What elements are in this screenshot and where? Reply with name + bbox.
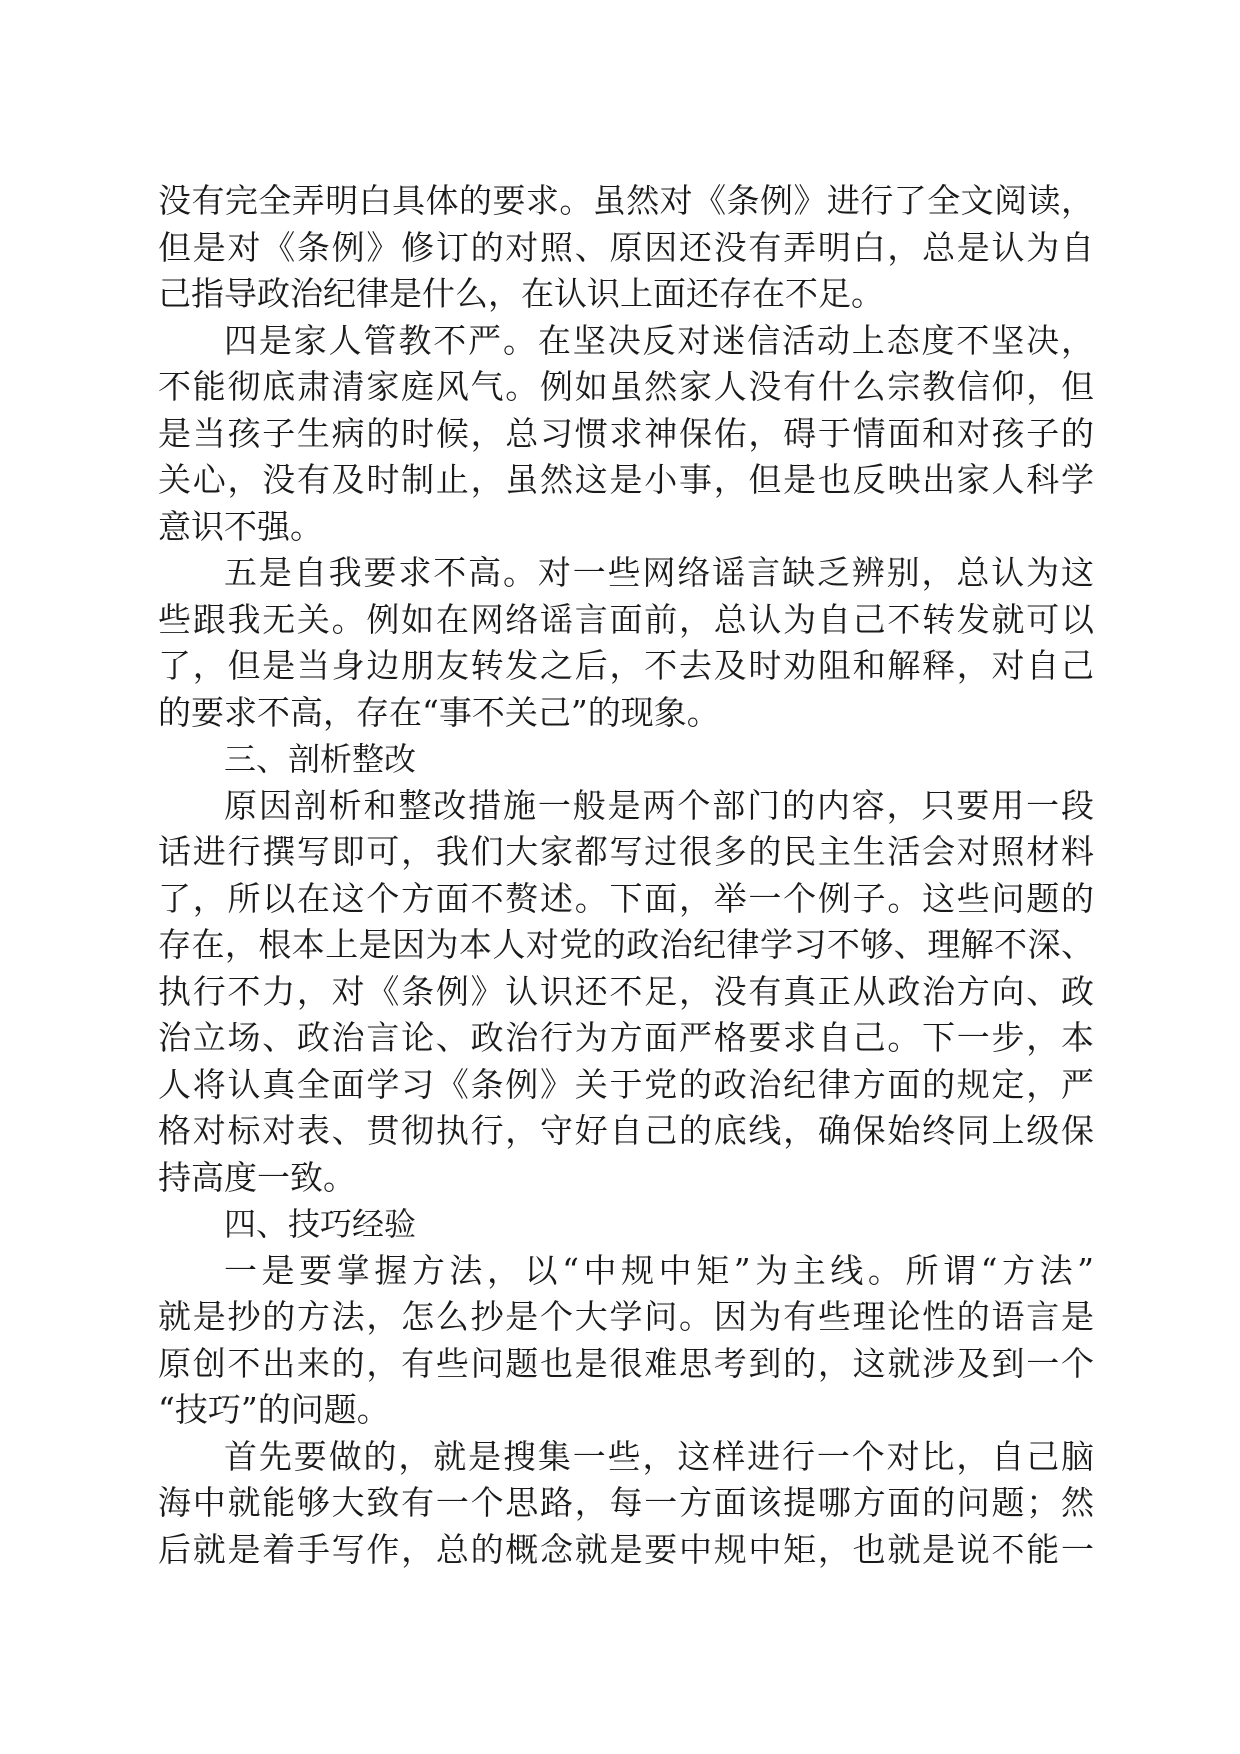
- paragraph-line: 格对标对表、贯彻执行，守好自己的底线，确保始终同上级保: [158, 1111, 1094, 1150]
- paragraph-line: 持高度一致。: [158, 1157, 356, 1197]
- paragraph-line: 原创不出来的，有些问题也是很难思考到的，这就涉及到一个: [158, 1343, 1094, 1383]
- paragraph-line: 四是家人管教不严。在坚决反对迷信活动上态度不坚决，: [224, 320, 1094, 360]
- paragraph-line: 后就是着手写作，总的概念就是要中规中矩，也就是说不能一: [158, 1529, 1094, 1569]
- paragraph-line: 没有完全弄明白具体的要求。虽然对《条例》进行了全文阅读，: [158, 181, 1094, 220]
- paragraph-line: 就是抄的方法，怎么抄是个大学问。因为有些理论性的语言是: [158, 1297, 1094, 1336]
- paragraph-line: 但是对《条例》修订的对照、原因还没有弄明白，总是认为自: [158, 227, 1094, 267]
- paragraph-line: 是当孩子生病的时候，总习惯求神保佑，碍于情面和对孩子的: [158, 413, 1094, 453]
- paragraph-line: 意识不强。: [158, 506, 323, 546]
- paragraph-line: “技巧”的问题。: [158, 1390, 390, 1429]
- paragraph-line: 一是要掌握方法，以“中规中矩”为主线。所谓“方法”: [224, 1250, 1094, 1290]
- paragraph-line: 不能彻底肃清家庭风气。例如虽然家人没有什么宗教信仰，但: [158, 367, 1094, 406]
- paragraph-line: 了，所以在这个方面不赘述。下面，举一个例子。这些问题的: [158, 878, 1094, 918]
- section-heading: 四、技巧经验: [224, 1205, 417, 1243]
- paragraph-line: 些跟我无关。例如在网络谣言面前，总认为自己不转发就可以: [158, 599, 1094, 639]
- paragraph-line: 原因剖析和整改措施一般是两个部门的内容，只要用一段: [224, 785, 1094, 825]
- paragraph-line: 执行不力，对《条例》认识还不足，没有真正从政治方向、政: [158, 971, 1094, 1011]
- paragraph-line: 首先要做的，就是搜集一些，这样进行一个对比，自己脑: [224, 1436, 1094, 1476]
- paragraph-line: 话进行撰写即可，我们大家都写过很多的民主生活会对照材料: [158, 832, 1094, 871]
- paragraph-line: 存在，根本上是因为本人对党的政治纪律学习不够、理解不深、: [158, 925, 1094, 964]
- document-body: [158, 178, 1094, 1573]
- section-heading: 三、剖析整改: [224, 740, 417, 778]
- paragraph-line: 人将认真全面学习《条例》关于党的政治纪律方面的规定，严: [158, 1064, 1094, 1104]
- paragraph-line: 关心，没有及时制止，虽然这是小事，但是也反映出家人科学: [158, 460, 1094, 499]
- paragraph-line: 了，但是当身边朋友转发之后，不去及时劝阻和解释，对自己: [158, 646, 1094, 685]
- paragraph-line: 己指导政治纪律是什么，在认识上面还存在不足。: [158, 274, 884, 313]
- paragraph-line: 五是自我要求不高。对一些网络谣言缺乏辨别，总认为这: [224, 553, 1094, 592]
- paragraph-line: 海中就能够大致有一个思路，每一方面该提哪方面的问题；然: [158, 1483, 1094, 1522]
- paragraph-line: 治立场、政治言论、政治行为方面严格要求自己。下一步，本: [158, 1018, 1094, 1057]
- paragraph-line: 的要求不高，存在“事不关己”的现象。: [158, 692, 720, 732]
